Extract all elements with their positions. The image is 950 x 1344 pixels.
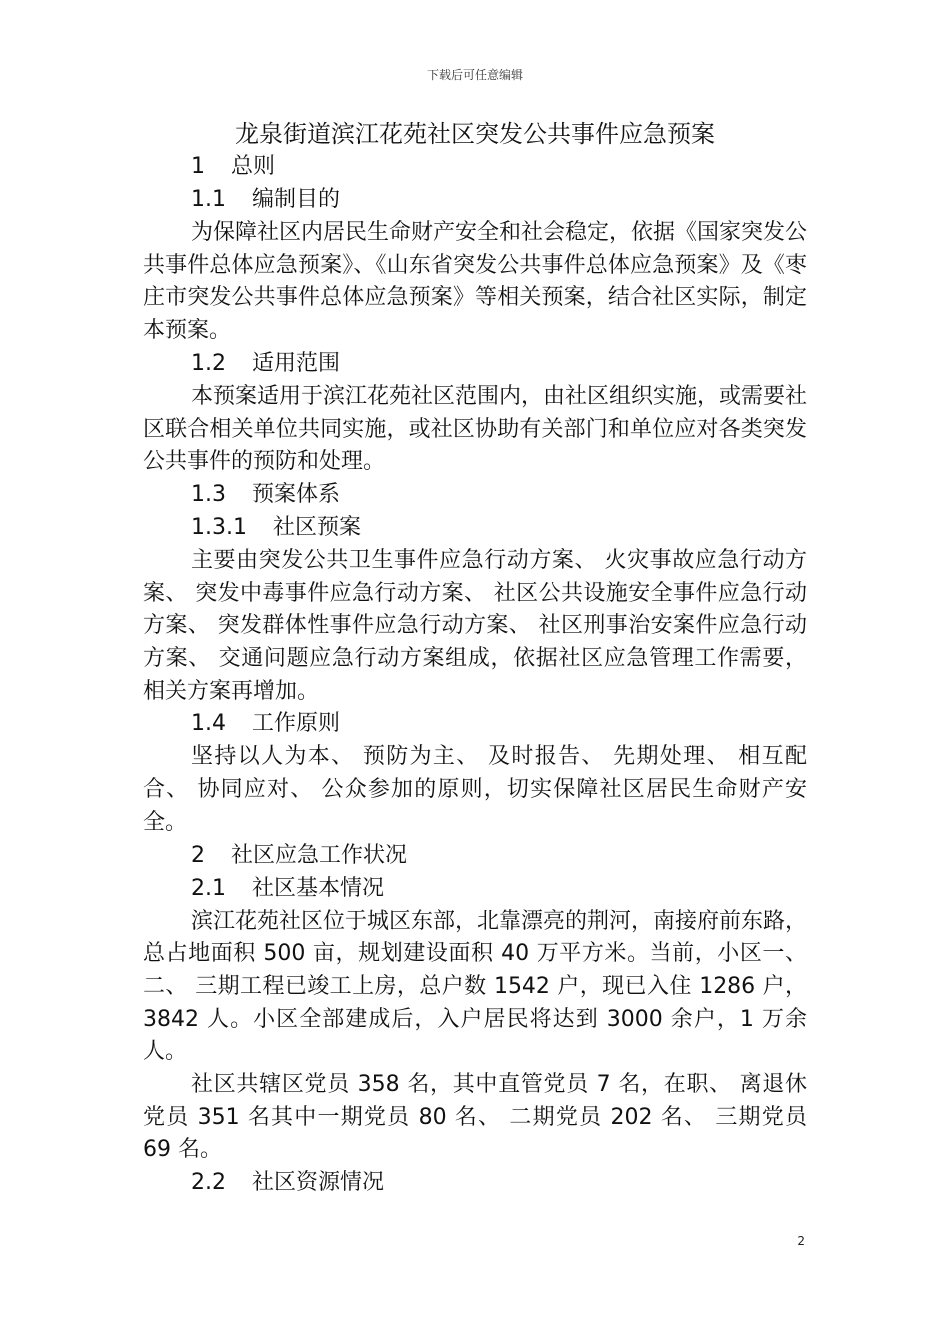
section-heading-text: 社区资源情况 [252, 1170, 385, 1196]
section-heading [143, 840, 807, 873]
section-number: 1.3 [191, 481, 226, 507]
section-heading-text: 社区基本情况 [252, 875, 385, 901]
section-number: 2 [191, 842, 205, 868]
section-number: 2.1 [191, 875, 226, 901]
body-paragraph: 滨江花苑社区位于城区东部，北靠漂亮的荆河，南接府前东路，总占地面积 500 亩，规划建设面积 40 万平方米。当前，小区一、 二、 三期工程已竣工上房，总户数 1542 户，现已入住 1286 户，3842 人。小区全部建成后，入户居民将达到 3000 余户，1 万余人。 [143, 908, 808, 1065]
page-number: 2 [797, 1234, 805, 1248]
document-title: 龙泉街道滨江花苑社区突发公共事件应急预案 [235, 120, 715, 148]
section-heading [143, 512, 807, 545]
section-number: 1.3.1 [191, 514, 247, 540]
page-header-note: 下载后可任意编辑 [426, 68, 523, 82]
body-paragraph: 坚持以人为本、 预防为主、 及时报告、 先期处理、 相互配合、 协同应对、 公众参加的原则，切实保障社区居民生命财产安全。 [143, 744, 807, 835]
section-heading-text: 社区预案 [272, 514, 361, 540]
body-paragraph: 本预案适用于滨江花苑社区范围内，由社区组织实施，或需要社区联合相关单位共同实施，或社区协助有关部门和单位应对各类突发公共事件的预防和处理。 [143, 383, 808, 475]
section-heading [143, 1167, 807, 1200]
section-heading [143, 151, 807, 184]
section-heading [143, 708, 807, 741]
section-heading-text: 总则 [231, 154, 276, 179]
section-heading-text: 工作原则 [252, 711, 341, 737]
section-number: 1 [191, 154, 205, 179]
section-heading-text: 社区应急工作状况 [231, 842, 408, 868]
section-number: 1.2 [191, 350, 226, 376]
section-heading-text: 预案体系 [252, 481, 341, 507]
section-number: 2.2 [191, 1170, 226, 1196]
section-heading [143, 348, 807, 381]
body-paragraph: 主要由突发公共卫生事件应急行动方案、 火灾事故应急行动方案、 突发中毒事件应急行动方案、 社区公共设施安全事件应急行动方案、 突发群体性事件应急行动方案、 社区刑事治安案件应急行动方案、 交通问题应急行动方案组成，依据社区应急管理工作需要，相关方案再增加。 [143, 547, 807, 704]
section-heading [143, 873, 807, 906]
section-heading [143, 184, 807, 217]
body-paragraph: 社区共辖区党员 358 名，其中直管党员 7 名，在职、 离退休党员 351 名其中一期党员 80 名、 二期党员 202 名、 三期党员 69 名。 [143, 1072, 807, 1163]
body-paragraph: 为保障社区内居民生命财产安全和社会稳定，依据《国家突发公共事件总体应急预案》、《山东省突发公共事件总体应急预案》及《枣庄市突发公共事件总体应急预案》等相关预案，结合社区实际，制定本预案。 [143, 220, 808, 344]
section-heading-text: 适用范围 [252, 350, 341, 376]
section-heading [143, 479, 807, 512]
document-body [143, 118, 807, 1200]
section-number: 1.1 [191, 187, 226, 212]
section-heading-text: 编制目的 [252, 187, 341, 212]
section-number: 1.4 [191, 711, 226, 737]
document-blocks [143, 151, 807, 1200]
